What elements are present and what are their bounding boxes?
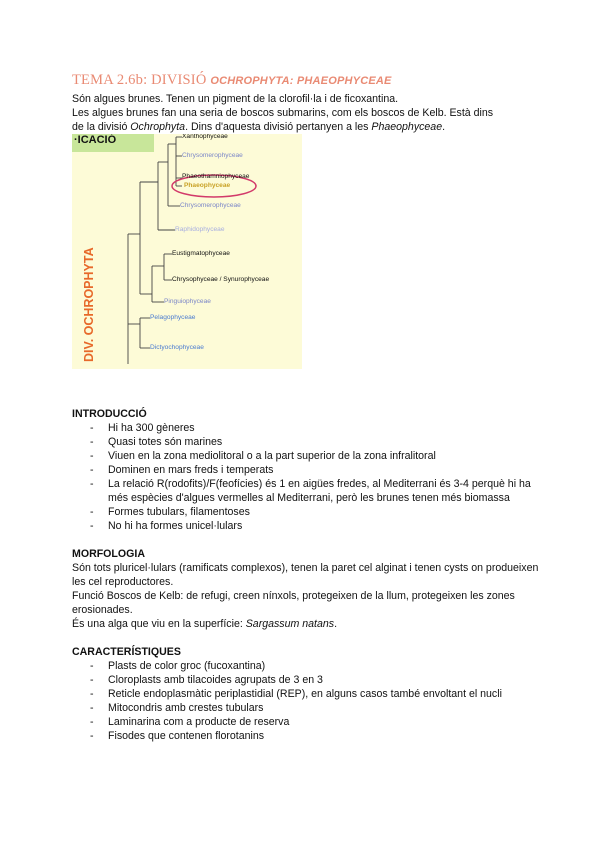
paragraph: És una alga que viu en la superfície: Sargassum natans. (72, 618, 338, 630)
list-item: - Dominen en mars freds i temperats (72, 463, 542, 477)
list-item: - Formes tubulars, filamentoses (72, 505, 542, 519)
taxon-label: Pinguiophyceae (164, 298, 211, 305)
section-heading: INTRODUCCIÓ (72, 408, 147, 420)
page-title (72, 72, 542, 89)
taxon-label: Pelagophyceae (150, 314, 196, 321)
paragraph: Funció Boscos de Kelb: de refugi, creen nínxols, protegeixen de la llum, protegeixen les zones erosionades. (72, 590, 515, 616)
document-page (72, 72, 542, 743)
caracteristiques-list (72, 659, 542, 743)
paragraph: Són tots pluricel·lulars (ramificats complexos), tenen la paret cel alginat i tenen cysts on produeixen les cel reproductores. (72, 562, 539, 588)
classification-figure (72, 134, 302, 369)
section-heading: CARACTERÍSTIQUES (72, 646, 181, 658)
list-item: - Quasi totes són marines (72, 435, 542, 449)
intro-line-3: de la divisió Ochrophyta. Dins d'aquesta divisió pertanyen a les Phaeophyceae. (72, 121, 446, 133)
section-introduccio (72, 407, 542, 533)
intro-line-2: Les algues brunes fan una seria de boscos submarins, com els boscos de Kelb. Està dins (72, 107, 494, 119)
list-item: - Mitocondris amb crestes tubulars (72, 701, 542, 715)
title-main: TEMA 2.6b: DIVISIÓ (72, 72, 211, 88)
list-item: - La relació R(rodofits)/F(feofícies) és 1 en aigües fredes, al Mediterrani és 3-4 perquè hi ha més espècies d'algues vermelles al Mediterrani, però les brunes tenen més biomassa (72, 477, 542, 505)
section-caracteristiques (72, 645, 542, 743)
taxon-label: Chrysophyceae / Synurophyceae (172, 276, 270, 283)
figure-header: ·ICACIÓ (74, 134, 117, 146)
section-heading: MORFOLOGIA (72, 548, 145, 560)
list-item: - No hi ha formes unicel·lulars (72, 519, 542, 533)
taxon-label: Dictyochophyceae (150, 344, 204, 351)
taxon-label: Xanthophyceae (182, 134, 228, 140)
list-item: - Laminarina com a producte de reserva (72, 715, 542, 729)
section-morfologia (72, 547, 542, 631)
taxon-label: Raphidophyceae (175, 226, 225, 233)
taxon-label: Eustigmatophyceae (172, 250, 230, 257)
division-label: DIV. OCHROPHYTA (82, 247, 96, 362)
list-item: - Fisodes que contenen florotanins (72, 729, 542, 743)
list-item: - Reticle endoplasmàtic periplastidial (REP), en alguns casos també envoltant el nucli (72, 687, 542, 701)
taxon-label-highlighted: Phaeophyceae (184, 182, 231, 189)
taxon-label: Chrysomerophyceae (180, 202, 241, 209)
taxon-label: Phaeothamniophyceae (182, 173, 250, 180)
list-item: - Cloroplasts amb tilacoides agrupats de 3 en 3 (72, 673, 542, 687)
intro-line-1: Són algues brunes. Tenen un pigment de la clorofil·la i de ficoxantina. (72, 93, 399, 105)
list-item: - Hi ha 300 gèneres (72, 421, 542, 435)
list-item: - Viuen en la zona mediolitoral o a la part superior de la zona infralitoral (72, 449, 542, 463)
introduccio-list (72, 421, 542, 533)
title-italic: OCHROPHYTA: PHAEOPHYCEAE (210, 75, 392, 87)
taxon-label: Chrysomerophyceae (182, 152, 243, 159)
list-item: - Plasts de color groc (fucoxantina) (72, 659, 542, 673)
